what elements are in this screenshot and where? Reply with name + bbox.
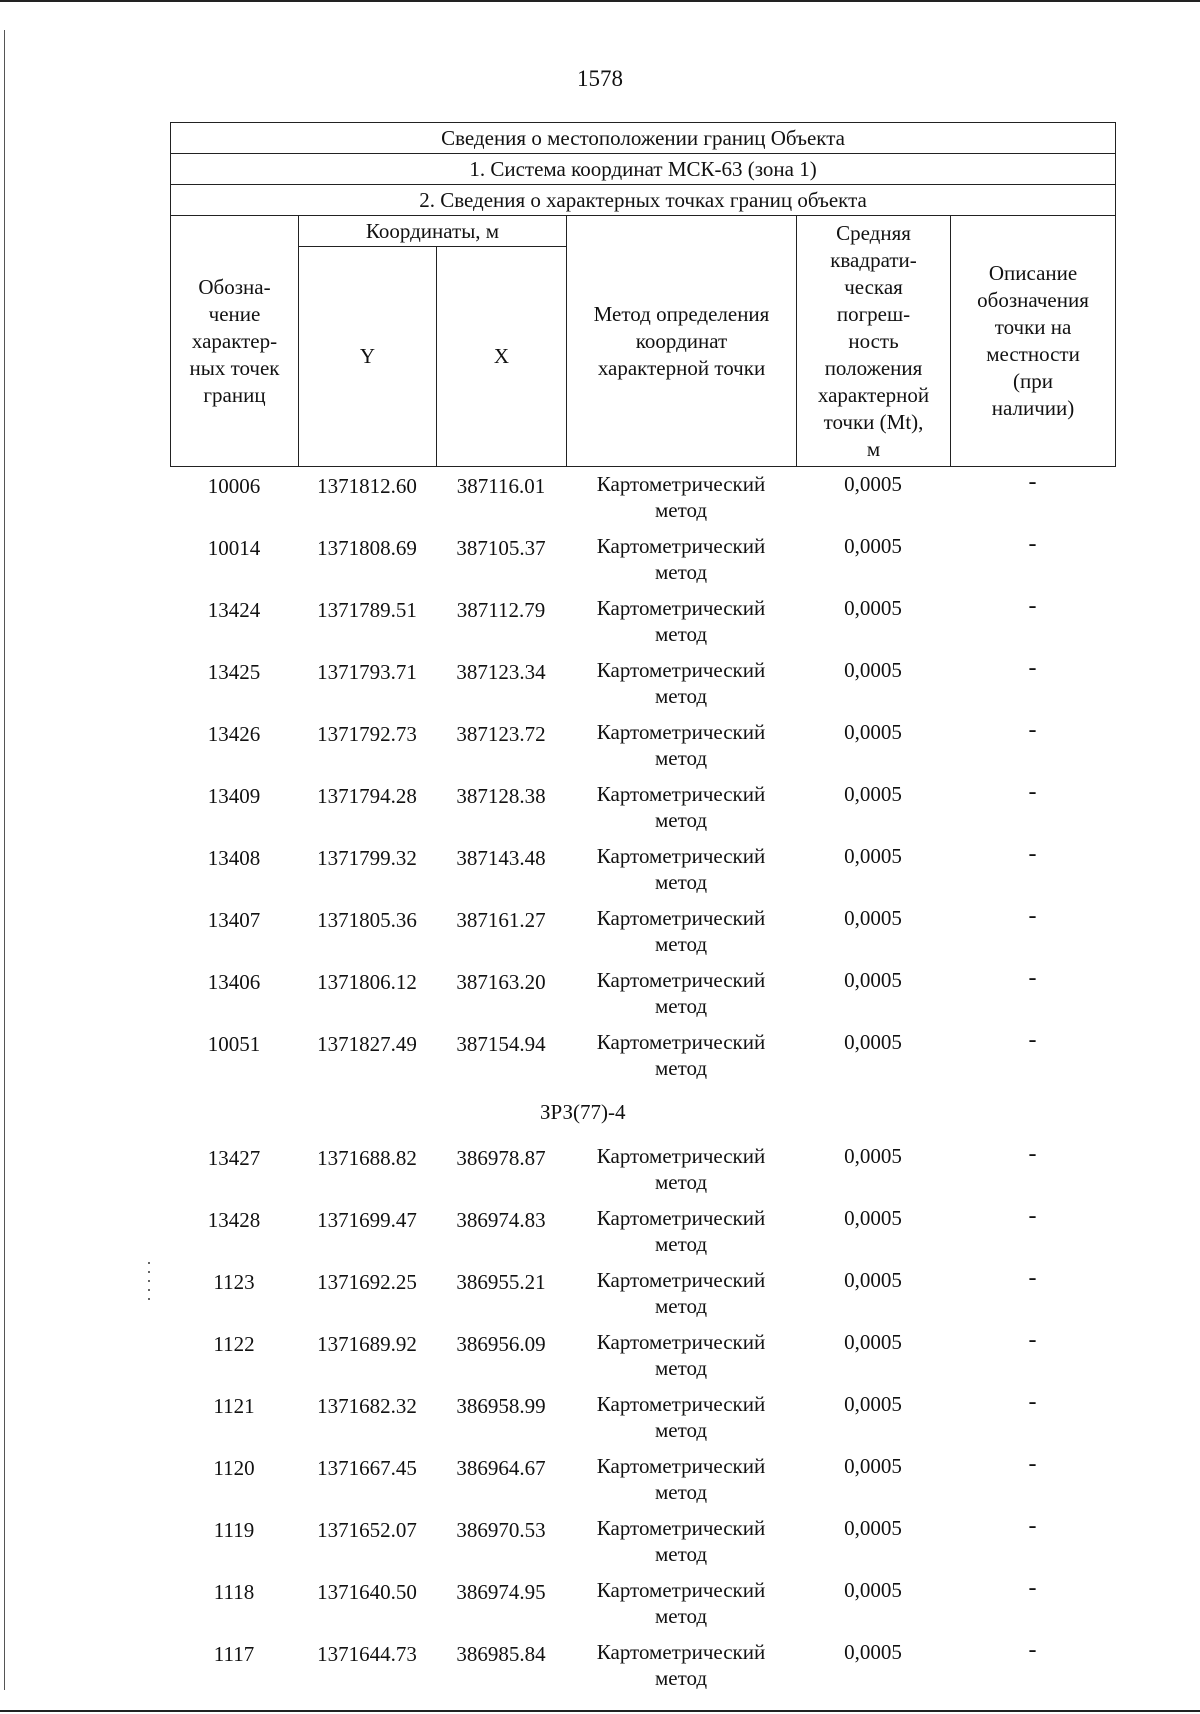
point-id: 13407: [207, 908, 261, 932]
method-line-1: Картометрический: [596, 1640, 766, 1664]
col-description-header: Описание обозначения точки на местности (при наличии): [951, 216, 1116, 467]
method-line-1: Картометрический: [596, 906, 766, 930]
coord-x: 387116.01: [456, 474, 546, 498]
table-row: [170, 1139, 1115, 1201]
description: -: [1028, 1327, 1037, 1353]
point-id: 13406: [207, 970, 261, 994]
method-line-1: Картометрический: [596, 1144, 766, 1168]
description: -: [1028, 841, 1037, 867]
boundary-points-document: [170, 122, 1115, 1697]
table-body: [170, 467, 1115, 1697]
description: -: [1028, 1027, 1037, 1053]
method-line-2: метод: [654, 622, 708, 646]
description: -: [1028, 1389, 1037, 1415]
coord-x: 386964.67: [456, 1456, 546, 1480]
method-line-2: метод: [654, 1542, 708, 1566]
point-id: 13408: [207, 846, 261, 870]
description: -: [1028, 779, 1037, 805]
point-id: 1118: [213, 1580, 255, 1604]
table-row: [170, 1325, 1115, 1387]
point-id: 1117: [213, 1642, 255, 1666]
point-id: 13427: [207, 1146, 261, 1170]
mean-square-error: 0,0005: [844, 596, 902, 620]
method-line-1: Картометрический: [596, 1206, 766, 1230]
method-line-2: метод: [654, 746, 708, 770]
coord-x: 386958.99: [456, 1394, 546, 1418]
method: [566, 1511, 796, 1573]
mean-square-error: 0,0005: [844, 1640, 902, 1664]
table-row: [170, 1449, 1115, 1511]
section-label: ЗРЗ(77)-4: [540, 1100, 626, 1124]
method: [566, 1201, 796, 1263]
description: -: [1028, 1203, 1037, 1229]
coord-x: 386955.21: [456, 1270, 546, 1294]
scan-artifact: [148, 1262, 152, 1306]
point-id: 1119: [213, 1518, 255, 1542]
coord-y: 1371640.50: [317, 1580, 417, 1604]
method-line-2: метод: [654, 560, 708, 584]
coord-x: 387123.34: [456, 660, 546, 684]
mean-square-error: 0,0005: [844, 1516, 902, 1540]
coord-y: 1371805.36: [317, 908, 417, 932]
coord-y: 1371799.32: [317, 846, 417, 870]
method-line-2: метод: [654, 1604, 708, 1628]
mean-square-error: 0,0005: [844, 968, 902, 992]
method: [566, 529, 796, 591]
mean-square-error: 0,0005: [844, 1030, 902, 1054]
table-row: [170, 1025, 1115, 1087]
method-line-2: метод: [654, 1356, 708, 1380]
page-border-top: [0, 0, 1200, 2]
description: -: [1028, 1513, 1037, 1539]
method-line-1: Картометрический: [596, 968, 766, 992]
method-line-2: метод: [654, 1294, 708, 1318]
coord-y: 1371789.51: [317, 598, 417, 622]
method-line-1: Картометрический: [596, 1030, 766, 1054]
table-row: [170, 901, 1115, 963]
method-line-1: Картометрический: [596, 472, 766, 496]
method-line-2: метод: [654, 870, 708, 894]
mean-square-error: 0,0005: [844, 658, 902, 682]
method: [566, 653, 796, 715]
coord-x: 387112.79: [456, 598, 546, 622]
point-id: 10006: [207, 474, 261, 498]
method-line-1: Картометрический: [596, 1330, 766, 1354]
coord-x: 387143.48: [456, 846, 546, 870]
method: [566, 1263, 796, 1325]
mean-square-error: 0,0005: [844, 782, 902, 806]
description: -: [1028, 531, 1037, 557]
table-row: [170, 963, 1115, 1025]
method-line-2: метод: [654, 1232, 708, 1256]
coord-y: 1371692.25: [317, 1270, 417, 1294]
col-designation-header: Обозна- чение характер- ных точек границ: [171, 216, 299, 467]
coord-y: 1371688.82: [317, 1146, 417, 1170]
point-id: 10051: [207, 1032, 261, 1056]
coord-y: 1371794.28: [317, 784, 417, 808]
point-id: 1123: [213, 1270, 255, 1294]
method-line-2: метод: [654, 1418, 708, 1442]
method: [566, 715, 796, 777]
method: [566, 963, 796, 1025]
method-line-2: метод: [654, 1480, 708, 1504]
coord-x: 386974.83: [456, 1208, 546, 1232]
mean-square-error: 0,0005: [844, 1454, 902, 1478]
point-id: 13428: [207, 1208, 261, 1232]
col-method-header: Метод определения координат характерной точки: [567, 216, 797, 467]
method-line-1: Картометрический: [596, 1268, 766, 1292]
coord-x: 386974.95: [456, 1580, 546, 1604]
method-line-1: Картометрический: [596, 1578, 766, 1602]
section-row: [170, 1087, 1115, 1139]
coord-x: 387163.20: [456, 970, 546, 994]
col-y-header: Y: [299, 247, 437, 467]
mean-square-error: 0,0005: [844, 534, 902, 558]
method-line-2: метод: [654, 684, 708, 708]
col-x-header: X: [437, 247, 567, 467]
coord-y: 1371806.12: [317, 970, 417, 994]
point-id: 1120: [213, 1456, 255, 1480]
method: [566, 1387, 796, 1449]
point-id: 13424: [207, 598, 261, 622]
description: -: [1028, 469, 1037, 495]
table-row: [170, 467, 1115, 529]
description: -: [1028, 1265, 1037, 1291]
description: -: [1028, 1575, 1037, 1601]
mean-square-error: 0,0005: [844, 844, 902, 868]
coordinate-system: 1. Система координат МСК-63 (зона 1): [171, 154, 1116, 185]
table-row: [170, 591, 1115, 653]
table-row: [170, 839, 1115, 901]
coord-x: 386978.87: [456, 1146, 546, 1170]
coord-x: 387123.72: [456, 722, 546, 746]
point-id: 1122: [213, 1332, 255, 1356]
table-row: [170, 1387, 1115, 1449]
method-line-1: Картометрический: [596, 1516, 766, 1540]
method-line-2: метод: [654, 1170, 708, 1194]
method-line-2: метод: [654, 498, 708, 522]
coord-x: 387161.27: [456, 908, 546, 932]
method-line-2: метод: [654, 1666, 708, 1690]
table-row: [170, 777, 1115, 839]
method: [566, 1573, 796, 1635]
coord-y: 1371812.60: [317, 474, 417, 498]
method-line-1: Картометрический: [596, 658, 766, 682]
description: -: [1028, 593, 1037, 619]
coord-y: 1371808.69: [317, 536, 417, 560]
coord-x: 386970.53: [456, 1518, 546, 1542]
mean-square-error: 0,0005: [844, 1392, 902, 1416]
coord-y: 1371793.71: [317, 660, 417, 684]
col-error-header: Средняя квадрати- ческая погреш- ность положения характерной точки (Mt), м: [797, 216, 951, 467]
coord-x: 386985.84: [456, 1642, 546, 1666]
method: [566, 839, 796, 901]
description: -: [1028, 1141, 1037, 1167]
mean-square-error: 0,0005: [844, 472, 902, 496]
mean-square-error: 0,0005: [844, 1144, 902, 1168]
mean-square-error: 0,0005: [844, 906, 902, 930]
coord-y: 1371827.49: [317, 1032, 417, 1056]
table-row: [170, 1201, 1115, 1263]
coord-y: 1371644.73: [317, 1642, 417, 1666]
point-id: 13426: [207, 722, 261, 746]
col-coordinates-header: Координаты, м: [299, 216, 567, 247]
section-title: 2. Сведения о характерных точках границ объекта: [171, 185, 1116, 216]
method: [566, 901, 796, 963]
table-row: [170, 1573, 1115, 1635]
method: [566, 467, 796, 529]
page-number: 1578: [577, 66, 623, 91]
coord-x: 387128.38: [456, 784, 546, 808]
method: [566, 1325, 796, 1387]
page-border-bottom: [0, 1710, 1200, 1712]
coord-y: 1371792.73: [317, 722, 417, 746]
method-line-2: метод: [654, 932, 708, 956]
method-line-1: Картометрический: [596, 534, 766, 558]
table-row: [170, 1511, 1115, 1573]
method: [566, 591, 796, 653]
description: -: [1028, 903, 1037, 929]
table-row: [170, 715, 1115, 777]
method-line-1: Картометрический: [596, 596, 766, 620]
method-line-2: метод: [654, 1056, 708, 1080]
point-id: 1121: [213, 1394, 255, 1418]
mean-square-error: 0,0005: [844, 1330, 902, 1354]
description: -: [1028, 717, 1037, 743]
method: [566, 1139, 796, 1201]
coord-y: 1371699.47: [317, 1208, 417, 1232]
description: -: [1028, 1637, 1037, 1663]
method-line-2: метод: [654, 994, 708, 1018]
table-row: [170, 529, 1115, 591]
coord-y: 1371652.07: [317, 1518, 417, 1542]
point-id: 13409: [207, 784, 261, 808]
coord-y: 1371689.92: [317, 1332, 417, 1356]
method-line-1: Картометрический: [596, 844, 766, 868]
method: [566, 1635, 796, 1697]
method-line-1: Картометрический: [596, 1392, 766, 1416]
coord-x: 386956.09: [456, 1332, 546, 1356]
point-id: 13425: [207, 660, 261, 684]
mean-square-error: 0,0005: [844, 1268, 902, 1292]
point-id: 10014: [207, 536, 261, 560]
table-title: Сведения о местоположении границ Объекта: [171, 123, 1116, 154]
method: [566, 1025, 796, 1087]
coord-y: 1371682.32: [317, 1394, 417, 1418]
table-row: [170, 1635, 1115, 1697]
description: -: [1028, 965, 1037, 991]
coord-y: 1371667.45: [317, 1456, 417, 1480]
mean-square-error: 0,0005: [844, 1578, 902, 1602]
page-border-left: [4, 30, 5, 1690]
method-line-1: Картометрический: [596, 1454, 766, 1478]
table-row: [170, 653, 1115, 715]
description: -: [1028, 1451, 1037, 1477]
points-list: [170, 467, 1115, 1697]
coord-x: 387154.94: [456, 1032, 546, 1056]
mean-square-error: 0,0005: [844, 1206, 902, 1230]
table-header: [170, 122, 1116, 467]
table-row: [170, 1263, 1115, 1325]
description: -: [1028, 655, 1037, 681]
method: [566, 777, 796, 839]
mean-square-error: 0,0005: [844, 720, 902, 744]
method-line-1: Картометрический: [596, 720, 766, 744]
coord-x: 387105.37: [456, 536, 546, 560]
method-line-1: Картометрический: [596, 782, 766, 806]
method: [566, 1449, 796, 1511]
method-line-2: метод: [654, 808, 708, 832]
